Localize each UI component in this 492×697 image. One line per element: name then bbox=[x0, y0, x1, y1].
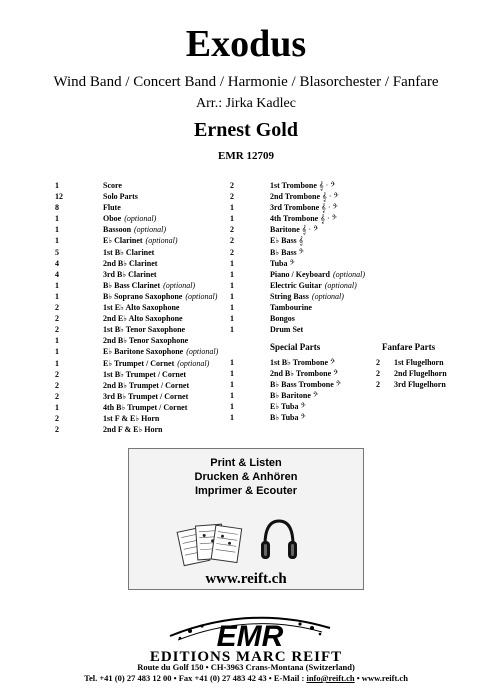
part-name: 2nd B♭ Clarinet bbox=[103, 258, 158, 268]
part-name: 2nd F & E♭ Horn bbox=[103, 425, 163, 435]
part-row bbox=[230, 291, 380, 302]
part-name: 4th Trombone bbox=[270, 214, 319, 224]
part-optional-note: (optional) bbox=[185, 291, 218, 301]
parts-list-middle bbox=[230, 180, 380, 335]
part-name: B♭ Tuba bbox=[270, 413, 299, 423]
part-quantity: 1 bbox=[55, 291, 59, 301]
part-row bbox=[55, 180, 235, 191]
headphones-icon bbox=[259, 515, 299, 565]
imprimer-ecouter-label: Imprimer & Ecouter bbox=[194, 485, 298, 497]
part-name: Flute bbox=[103, 203, 121, 213]
part-row bbox=[55, 269, 235, 280]
part-row bbox=[55, 213, 235, 224]
part-quantity: 2 bbox=[55, 425, 59, 435]
contact-email-link[interactable]: info@reift.ch bbox=[306, 673, 355, 683]
part-name: B♭ Soprano Saxophone bbox=[103, 291, 183, 301]
publisher-contact bbox=[0, 673, 492, 684]
ensemble-subtitle: Wind Band / Concert Band / Harmonie / Blasorchester / Fanfare bbox=[53, 74, 439, 90]
part-quantity: 1 bbox=[55, 181, 59, 190]
part-name: 2nd E♭ Alto Saxophone bbox=[103, 314, 183, 324]
part-name: 3rd B♭ Clarinet bbox=[103, 269, 157, 279]
clef-icon: 𝄢 bbox=[335, 380, 341, 390]
part-row bbox=[55, 324, 235, 335]
print-listen-box[interactable] bbox=[128, 448, 364, 590]
part-row bbox=[230, 401, 370, 412]
part-quantity: 2 bbox=[230, 247, 234, 257]
part-name: 4th B♭ Trumpet / Cornet bbox=[103, 402, 188, 412]
part-quantity: 1 bbox=[230, 391, 234, 401]
part-quantity: 1 bbox=[55, 236, 59, 246]
part-name: Score bbox=[103, 181, 122, 190]
part-name: 1st Trombone bbox=[270, 181, 317, 190]
part-name: 3rd Flugelhorn bbox=[394, 380, 446, 390]
part-row bbox=[55, 235, 235, 246]
part-row bbox=[55, 402, 235, 413]
part-quantity: 2 bbox=[55, 303, 59, 313]
part-row bbox=[55, 202, 235, 213]
part-row bbox=[230, 247, 380, 258]
clef-icon: 𝄞 · 𝄢 bbox=[322, 192, 339, 202]
part-name: 1st B♭ Tenor Saxophone bbox=[103, 325, 186, 335]
clef-icon: 𝄢 bbox=[300, 413, 306, 423]
clef-icon: 𝄢 bbox=[289, 258, 295, 268]
clef-icon: 𝄢 bbox=[330, 358, 336, 367]
part-row bbox=[376, 357, 466, 368]
part-row bbox=[230, 191, 380, 202]
print-listen-label: Print & Listen bbox=[210, 457, 282, 469]
part-row bbox=[55, 302, 235, 313]
part-optional-note: (optional) bbox=[177, 358, 210, 368]
part-name: E♭ Baritone Saxophone bbox=[103, 347, 184, 357]
part-optional-note: (optional) bbox=[324, 280, 357, 290]
part-name: Oboe bbox=[103, 214, 122, 224]
part-row bbox=[230, 213, 380, 224]
part-row bbox=[55, 291, 235, 302]
part-row bbox=[230, 379, 370, 390]
part-optional-note: (optional) bbox=[311, 291, 344, 301]
part-row bbox=[230, 357, 370, 368]
part-name: Bassoon bbox=[103, 225, 132, 235]
part-quantity: 1 bbox=[230, 214, 234, 224]
part-quantity: 1 bbox=[55, 280, 59, 290]
part-name: B♭ Baritone bbox=[270, 391, 311, 401]
part-row bbox=[55, 247, 235, 258]
part-quantity: 2 bbox=[55, 391, 59, 401]
part-quantity: 2 bbox=[230, 181, 234, 190]
part-optional-note: (optional) bbox=[134, 225, 167, 235]
part-row bbox=[55, 346, 235, 357]
part-quantity: 1 bbox=[230, 303, 234, 313]
part-quantity: 1 bbox=[230, 258, 234, 268]
part-row bbox=[55, 313, 235, 324]
part-quantity: 1 bbox=[230, 358, 234, 367]
catalog-number: EMR 12709 bbox=[218, 150, 274, 162]
part-name: Piano / Keyboard bbox=[270, 269, 331, 279]
part-name: Tuba bbox=[270, 258, 288, 268]
part-row bbox=[230, 269, 380, 280]
sheet-music-icon bbox=[175, 519, 245, 569]
part-row bbox=[55, 369, 235, 380]
part-quantity: 1 bbox=[230, 314, 234, 324]
part-quantity: 2 bbox=[55, 314, 59, 324]
part-row bbox=[230, 313, 380, 324]
part-name: Baritone bbox=[270, 225, 300, 235]
part-quantity: 1 bbox=[55, 225, 59, 235]
part-row bbox=[55, 424, 235, 435]
part-name: 3rd Trombone bbox=[270, 203, 320, 213]
arranger-credit: Arr.: Jirka Kadlec bbox=[196, 96, 296, 111]
part-row bbox=[376, 379, 466, 390]
part-quantity: 1 bbox=[230, 413, 234, 423]
part-row bbox=[55, 391, 235, 402]
part-name: E♭ Tuba bbox=[270, 402, 299, 412]
part-name: 1st Flugelhorn bbox=[394, 358, 444, 367]
part-name: 1st B♭ Clarinet bbox=[103, 247, 155, 257]
part-quantity: 2 bbox=[230, 192, 234, 202]
part-quantity: 12 bbox=[55, 192, 63, 202]
part-quantity: 2 bbox=[55, 380, 59, 390]
part-quantity: 1 bbox=[230, 280, 234, 290]
clef-icon: 𝄞 · 𝄢 bbox=[321, 203, 338, 213]
fanfare-parts-heading: Fanfare Parts bbox=[382, 342, 436, 352]
parts-list-left bbox=[55, 180, 235, 435]
part-quantity: 1 bbox=[230, 369, 234, 379]
part-quantity: 2 bbox=[376, 380, 380, 390]
clef-icon: 𝄢 bbox=[333, 369, 339, 379]
part-row bbox=[230, 202, 380, 213]
part-optional-note: (optional) bbox=[186, 347, 219, 357]
publisher-name: EDITIONS MARC REIFT bbox=[149, 649, 343, 665]
clef-icon: 𝄢 bbox=[298, 247, 304, 257]
part-name: B♭ Bass Trombone bbox=[270, 380, 334, 390]
clef-icon: 𝄞 · 𝄢 bbox=[301, 225, 319, 235]
part-optional-note: (optional) bbox=[124, 214, 157, 224]
part-quantity: 1 bbox=[55, 214, 59, 224]
part-name: Drum Set bbox=[270, 325, 304, 335]
part-name: 2nd B♭ Trumpet / Cornet bbox=[103, 380, 190, 390]
part-name: Electric Guitar bbox=[270, 280, 322, 290]
part-optional-note: (optional) bbox=[333, 269, 366, 279]
part-row bbox=[55, 280, 235, 291]
part-quantity: 2 bbox=[55, 369, 59, 379]
part-quantity: 5 bbox=[55, 247, 59, 257]
part-quantity: 2 bbox=[376, 369, 380, 379]
part-row bbox=[230, 302, 380, 313]
part-quantity: 2 bbox=[230, 236, 234, 246]
part-name: 1st B♭ Trombone bbox=[270, 358, 329, 367]
part-row bbox=[55, 380, 235, 391]
clef-icon: 𝄞 · 𝄢 bbox=[318, 181, 336, 190]
part-row bbox=[376, 368, 466, 379]
part-quantity: 2 bbox=[376, 358, 380, 367]
part-name: 2nd Flugelhorn bbox=[394, 369, 447, 379]
part-quantity: 8 bbox=[55, 203, 59, 213]
part-quantity: 4 bbox=[55, 269, 59, 279]
part-row bbox=[230, 258, 380, 269]
part-row bbox=[55, 224, 235, 235]
part-row bbox=[230, 235, 380, 246]
part-optional-note: (optional) bbox=[163, 280, 196, 290]
part-name: B♭ Bass bbox=[270, 247, 297, 257]
logo-text: EMR bbox=[216, 620, 284, 652]
part-row bbox=[55, 191, 235, 202]
part-row bbox=[55, 358, 235, 369]
piece-title: Exodus bbox=[185, 23, 307, 65]
part-name: String Bass bbox=[270, 291, 309, 301]
part-quantity: 2 bbox=[55, 325, 59, 335]
part-name: 2nd Trombone bbox=[270, 192, 321, 202]
part-row bbox=[55, 413, 235, 424]
emr-logo-icon bbox=[150, 606, 350, 652]
part-name: E♭ Bass bbox=[270, 236, 297, 246]
part-name: E♭ Clarinet bbox=[103, 236, 143, 246]
part-quantity: 1 bbox=[230, 325, 234, 335]
clef-icon: 𝄢 bbox=[312, 391, 319, 401]
part-row bbox=[230, 324, 380, 335]
part-row bbox=[230, 390, 370, 401]
contact-phone-fax: Tel. +41 (0) 27 483 12 00 • Fax +41 (0) 27 483 42 43 • E-Mail : bbox=[84, 673, 307, 683]
part-name: Bongos bbox=[270, 314, 295, 324]
composer-name: Ernest Gold bbox=[194, 119, 298, 141]
part-quantity: 1 bbox=[55, 336, 59, 346]
clef-icon: 𝄢 bbox=[300, 402, 306, 412]
part-quantity: 1 bbox=[55, 358, 59, 368]
part-quantity: 2 bbox=[55, 413, 59, 423]
part-quantity: 1 bbox=[230, 380, 234, 390]
drucken-anhoren-label: Drucken & Anhören bbox=[194, 471, 298, 483]
part-quantity: 1 bbox=[230, 269, 234, 279]
part-name: 1st F & E♭ Horn bbox=[103, 413, 160, 423]
contact-website: • www.reift.ch bbox=[354, 673, 408, 683]
part-name: 1st E♭ Alto Saxophone bbox=[103, 303, 180, 313]
part-quantity: 1 bbox=[230, 203, 234, 213]
part-quantity: 2 bbox=[230, 225, 234, 235]
fanfare-parts-list bbox=[376, 357, 466, 390]
part-quantity: 1 bbox=[230, 291, 234, 301]
part-row bbox=[230, 224, 380, 235]
part-row bbox=[230, 280, 380, 291]
part-name: B♭ Bass Clarinet bbox=[103, 280, 161, 290]
part-name: 3rd B♭ Trumpet / Cornet bbox=[103, 391, 189, 401]
special-parts-list bbox=[230, 357, 370, 424]
special-parts-heading: Special Parts bbox=[270, 342, 321, 352]
part-quantity: 1 bbox=[55, 402, 59, 412]
part-row bbox=[230, 368, 370, 379]
part-name: 2nd B♭ Trombone bbox=[270, 369, 332, 379]
part-name: 2nd B♭ Tenor Saxophone bbox=[103, 336, 189, 346]
clef-icon: 𝄞 bbox=[298, 236, 304, 246]
clef-icon: 𝄞 · 𝄢 bbox=[320, 214, 337, 224]
part-quantity: 1 bbox=[230, 402, 234, 412]
part-quantity: 1 bbox=[55, 347, 59, 357]
part-name: Tambourine bbox=[270, 303, 312, 313]
website-link[interactable]: www.reift.ch bbox=[205, 571, 287, 587]
part-optional-note: (optional) bbox=[145, 236, 178, 246]
part-row bbox=[55, 258, 235, 269]
part-name: 1st B♭ Trumpet / Cornet bbox=[103, 369, 187, 379]
publisher-address: Route du Golf 150 • CH-3963 Crans-Montana (Switzerland) bbox=[137, 662, 355, 672]
part-name: Solo Parts bbox=[103, 192, 138, 202]
part-quantity: 4 bbox=[55, 258, 59, 268]
part-name: E♭ Trumpet / Cornet bbox=[103, 358, 175, 368]
part-row bbox=[230, 180, 380, 191]
part-row bbox=[230, 412, 370, 423]
part-row bbox=[55, 335, 235, 346]
